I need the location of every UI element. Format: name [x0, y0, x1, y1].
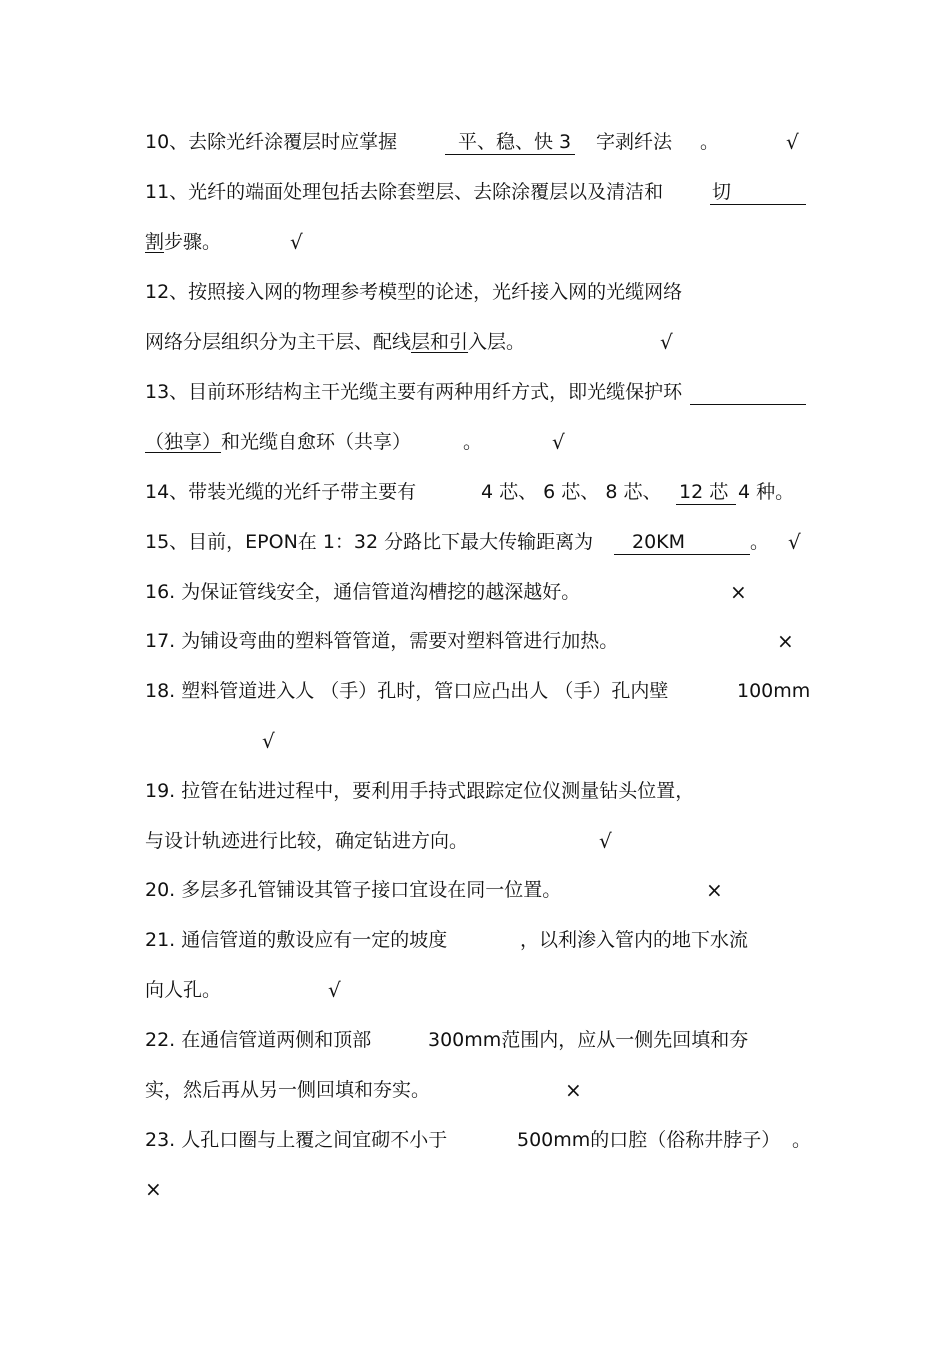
q13-line1: 13、目前环形结构主干光缆主要有两种用纤方式，即光缆保护环 — [145, 381, 683, 403]
q22-line2: 实，然后再从另一侧回填和夯实。 — [145, 1079, 431, 1101]
q10-check-mark: √ — [786, 130, 799, 154]
q17-text: 17. 为铺设弯曲的塑料管管道，需要对塑料管进行加热。 — [145, 630, 619, 652]
q14-answer-underline — [676, 504, 736, 505]
q14-middle: 4 芯、 6 芯、 8 芯、 — [481, 481, 662, 503]
q21-line1-post: ，以利渗入管内的地下水流 — [520, 929, 749, 951]
q11-line1: 11、光纤的端面处理包括去除套塑层、去除涂覆层以及清洁和 — [145, 181, 664, 203]
q14-text: 14、带装光缆的光纤子带主要有 — [145, 481, 417, 503]
q14-suffix: 4 种。 — [738, 481, 795, 503]
q23-period: 。 — [792, 1129, 812, 1151]
q22-line1-value: 300mm范围内，应从一侧先回填和夯 — [428, 1029, 749, 1051]
q15-answer-underline — [614, 554, 750, 555]
q10-prefix: 10、去除光纤涂覆层时应掌握 — [145, 131, 398, 153]
q11-check-mark: √ — [290, 230, 303, 254]
q23-value: 500mm的口腔（俗称井脖子） — [517, 1129, 781, 1151]
q21-line2: 向人孔。 — [145, 979, 222, 1001]
q11-line2: 割步骤。 — [145, 231, 222, 253]
q18-text: 18. 塑料管道进入人 （手）孔时，管口应凸出人 （手）孔内壁 — [145, 680, 669, 702]
q19-check-mark: √ — [599, 829, 612, 853]
q18-check-mark: √ — [262, 729, 275, 753]
q10-text — [145, 127, 397, 157]
q11-answer-part1: 切 — [712, 181, 732, 203]
q11-answer-part2: 割 — [145, 231, 165, 253]
q22-cross-mark: × — [565, 1078, 582, 1102]
q10-period: 。 — [700, 131, 720, 153]
q22-line1-pre: 22. 在通信管道两侧和顶部 — [145, 1029, 372, 1051]
q13-line2: （独享）和光缆自愈环（共享） — [145, 431, 412, 453]
q10-suffix: 字剥纤法 — [596, 131, 673, 153]
q12-answer: 层和引 — [411, 331, 469, 353]
q16-text: 16. 为保证管线安全，通信管道沟槽挖的越深越好。 — [145, 581, 581, 603]
q12-check-mark: √ — [660, 330, 673, 354]
q17-cross-mark: × — [777, 629, 794, 653]
q23-text: 23. 人孔口圈与上覆之间宜砌不小于 — [145, 1129, 448, 1151]
q21-line1-pre: 21. 通信管道的敷设应有一定的坡度 — [145, 929, 448, 951]
q15-check-mark: √ — [788, 530, 801, 554]
q10-answer: 平、稳、快 3 — [458, 131, 572, 153]
q10-answer-underline — [445, 154, 575, 155]
q12-line2: 网络分层组织分为主干层、配线层和引入层。 — [145, 331, 526, 353]
q13-period: 。 — [463, 431, 483, 453]
q15-period: 。 — [750, 531, 770, 553]
q13-answer-underline1 — [690, 404, 806, 405]
q20-text: 20. 多层多孔管铺设其管子接口宜设在同一位置。 — [145, 879, 562, 901]
q19-line1: 19. 拉管在钻进过程中，要利用手持式跟踪定位仪测量钻头位置， — [145, 780, 695, 802]
q13-answer: （独享） — [145, 431, 222, 453]
q12-line1: 12、按照接入网的物理参考模型的论述，光纤接入网的光缆网络 — [145, 281, 683, 303]
q13-check-mark: √ — [552, 430, 565, 454]
q19-line2: 与设计轨迹进行比较，确定钻进方向。 — [145, 830, 469, 852]
q21-check-mark: √ — [328, 978, 341, 1002]
q15-text: 15、目前，EPON在 1：32 分路比下最大传输距离为 — [145, 531, 594, 553]
q15-answer: 20KM — [632, 531, 686, 553]
q23-cross-mark: × — [145, 1177, 162, 1201]
q20-cross-mark: × — [706, 878, 723, 902]
q18-value: 100mm — [737, 680, 811, 702]
q11-answer-underline1 — [710, 204, 806, 205]
q16-cross-mark: × — [730, 580, 747, 604]
q14-answer: 12 芯 — [679, 481, 729, 503]
